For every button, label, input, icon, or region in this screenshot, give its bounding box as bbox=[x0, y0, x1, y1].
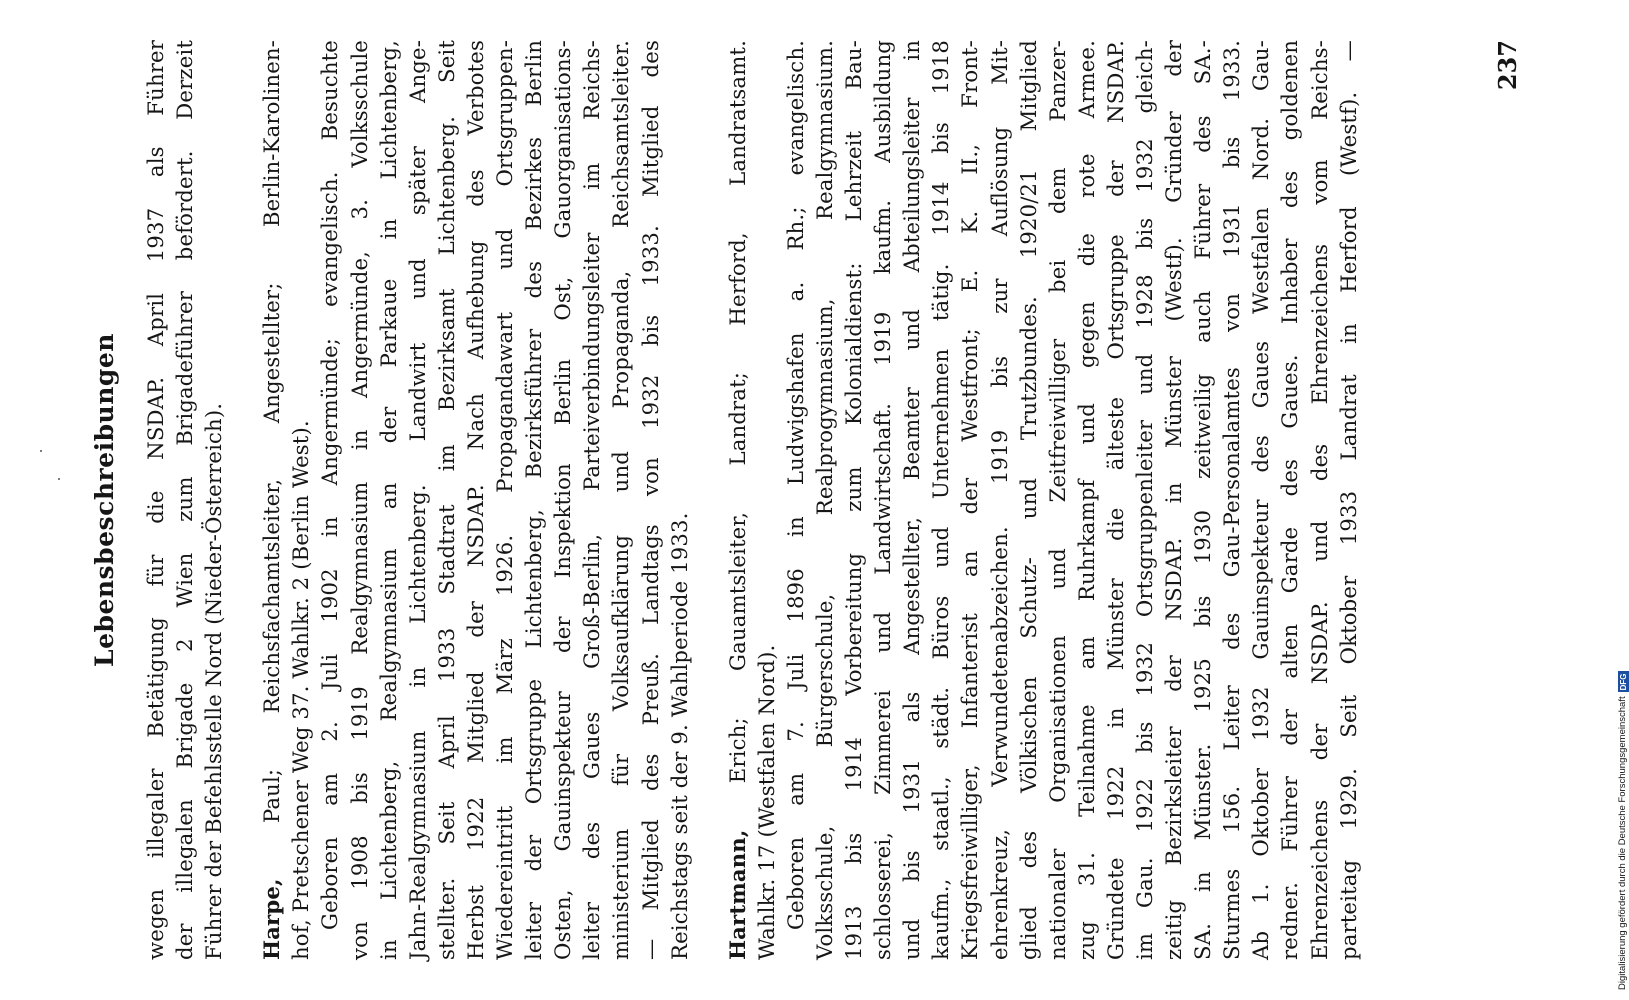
text-line: nationaler Organisationen und Zeitfreiwilliger bei dem Panzer- bbox=[1044, 40, 1070, 960]
digitization-note bbox=[1617, 0, 1629, 990]
text-line: und bis 1931 als Angestellter, Beamter und Abteilungsleiter in bbox=[899, 40, 925, 960]
text-line: von 1908 bis 1919 Realgymnasium in Angermünde, 3. Volksschule bbox=[346, 40, 372, 960]
text-line: Gründete 1922 in Münster die älteste Ortsgruppe der NSDAP. bbox=[1102, 40, 1128, 960]
text-line: parteitag 1929. Seit Oktober 1933 Landrat in Herford (Westf). — bbox=[1335, 40, 1361, 960]
text-line: Geboren am 7. Juli 1896 in Ludwigshafen a. Rh.; evangelisch. bbox=[782, 40, 808, 930]
entry-heading-line: hof, Pretschener Weg 37. Wahlkr. 2 (Berlin West). bbox=[288, 420, 314, 960]
text-line: zeitig Bezirksleiter der NSDAP. in Münster (Westf). Gründer der bbox=[1161, 40, 1187, 960]
scan-speck bbox=[58, 478, 60, 480]
text-line: SA. in Münster. 1925 bis 1930 zeitweilig auch Führer des SA.- bbox=[1190, 40, 1216, 960]
text-line: im Gau. 1922 bis 1932 Ortsgruppenleiter und 1928 bis 1932 gleich- bbox=[1132, 40, 1157, 960]
entry-heading-line: Wahlkr. 17 (Westfalen Nord). bbox=[753, 644, 779, 960]
running-head: Lebensbeschreibungen bbox=[90, 333, 119, 667]
page-body bbox=[141, 40, 1363, 960]
entry-name: Hartmann, bbox=[724, 829, 750, 960]
biography-entry-hartmann bbox=[723, 40, 1363, 960]
dfg-logo: DFG bbox=[1618, 673, 1628, 691]
page-number: 237 bbox=[1493, 40, 1522, 91]
text-line: leiter des Gaues Groß-Berlin, Parteiverbindungsleiter im Reichs- bbox=[579, 40, 605, 960]
entry-name: Harpe, bbox=[259, 878, 285, 960]
text-line: redner. Führer der alten Garde des Gaues. Inhaber des goldenen bbox=[1277, 40, 1303, 960]
text-line: Führer der Befehlsstelle Nord (Nieder-Österreich). bbox=[201, 402, 227, 960]
text-line: Osten, Gauinspekteur der Inspektion Berlin Ost, Gauorganisations- bbox=[550, 40, 576, 960]
biography-entry-harpe bbox=[257, 40, 693, 960]
entry-heading-text: Paul; Reichsfachamtsleiter, Angestellter; Berlin-Karolinen- bbox=[259, 40, 285, 879]
text-line: Herbst 1922 Mitglied der NSDAP. Nach Aufhebung des Verbotes bbox=[462, 40, 488, 960]
text-line: wegen illegaler Betätigung für die NSDAP. April 1937 als Führer bbox=[143, 40, 168, 960]
text-line: Ehrenzeichens der NSDAP. und des Ehrenzeichens vom Reichs- bbox=[1306, 40, 1332, 960]
text-line: Jahn-Realgymnasium in Lichtenberg. Landwirt und später Ange- bbox=[404, 40, 430, 960]
text-line: Ab 1. Oktober 1932 Gauinspekteur des Gaues Westfalen Nord. Gau- bbox=[1248, 40, 1274, 960]
text-line: der illegalen Brigade 2 Wien zum Brigadeführer befördert. Derzeit bbox=[172, 40, 198, 960]
text-line: kaufm., staatl., städt. Büros und Unternehmen tätig. 1914 bis 1918 bbox=[928, 40, 954, 960]
text-line: 1913 bis 1914 Vorbereitung zum Kolonialdienst: Lehrzeit Bau- bbox=[841, 40, 867, 960]
continuation-paragraph bbox=[141, 40, 228, 960]
text-line: glied des Völkischen Schutz- und Trutzbundes. 1920/21 Mitglied bbox=[1015, 40, 1041, 960]
text-line: Kriegsfreiwilliger, Infanterist an der Westfront; E. K. II., Front- bbox=[957, 40, 983, 960]
text-line: — Mitglied des Preuß. Landtags von 1932 bis 1933. Mitglied des bbox=[637, 40, 663, 960]
text-line: ehrenkreuz, Verwundetenabzeichen. 1919 bis zur Auflösung Mit- bbox=[986, 40, 1012, 960]
text-line: Wiedereintritt im März 1926. Propagandawart und Ortsgruppen- bbox=[492, 40, 518, 960]
text-line: schlosserei, Zimmerei und Landwirtschaft. 1919 kaufm. Ausbildung bbox=[870, 40, 896, 960]
text-line: Reichstags seit der 9. Wahlperiode 1933. bbox=[666, 512, 692, 960]
entry-heading-text: Erich; Gauamtsleiter, Landrat; Herford, Landratsamt. bbox=[724, 40, 750, 830]
text-line: ministerium für Volksaufklärung und Propaganda, Reichsamtsleiter. bbox=[608, 40, 634, 960]
text-line: in Lichtenberg, Realgymnasium an der Parkaue in Lichtenberg, bbox=[375, 40, 401, 960]
entry-heading-line bbox=[723, 40, 752, 960]
rotated-book-page bbox=[85, 40, 1585, 960]
scan-speck bbox=[40, 450, 42, 452]
text-line: Volksschule, Bürgerschule, Realprogymnasium, Realgymnasium. bbox=[811, 40, 837, 960]
text-line: stellter. Seit April 1933 Stadtrat im Bezirksamt Lichtenberg. Seit bbox=[433, 40, 459, 960]
entry-heading-line bbox=[257, 40, 286, 960]
text-line: zug 31. Teilnahme am Ruhrkampf und gegen die rote Armee. bbox=[1073, 40, 1099, 960]
text-line: Geboren am 2. Juli 1902 in Angermünde; evangelisch. Besuchte bbox=[317, 40, 343, 930]
text-line: leiter der Ortsgruppe Lichtenberg, Bezirksführer des Bezirkes Berlin bbox=[521, 40, 547, 960]
text-line: Sturmes 156. Leiter des Gau-Personalamtes von 1931 bis 1933. bbox=[1219, 40, 1245, 960]
digitization-note-text: Digitalisierung gefördert durch die Deutsche Forschungsgemeinschaft bbox=[1617, 696, 1628, 990]
